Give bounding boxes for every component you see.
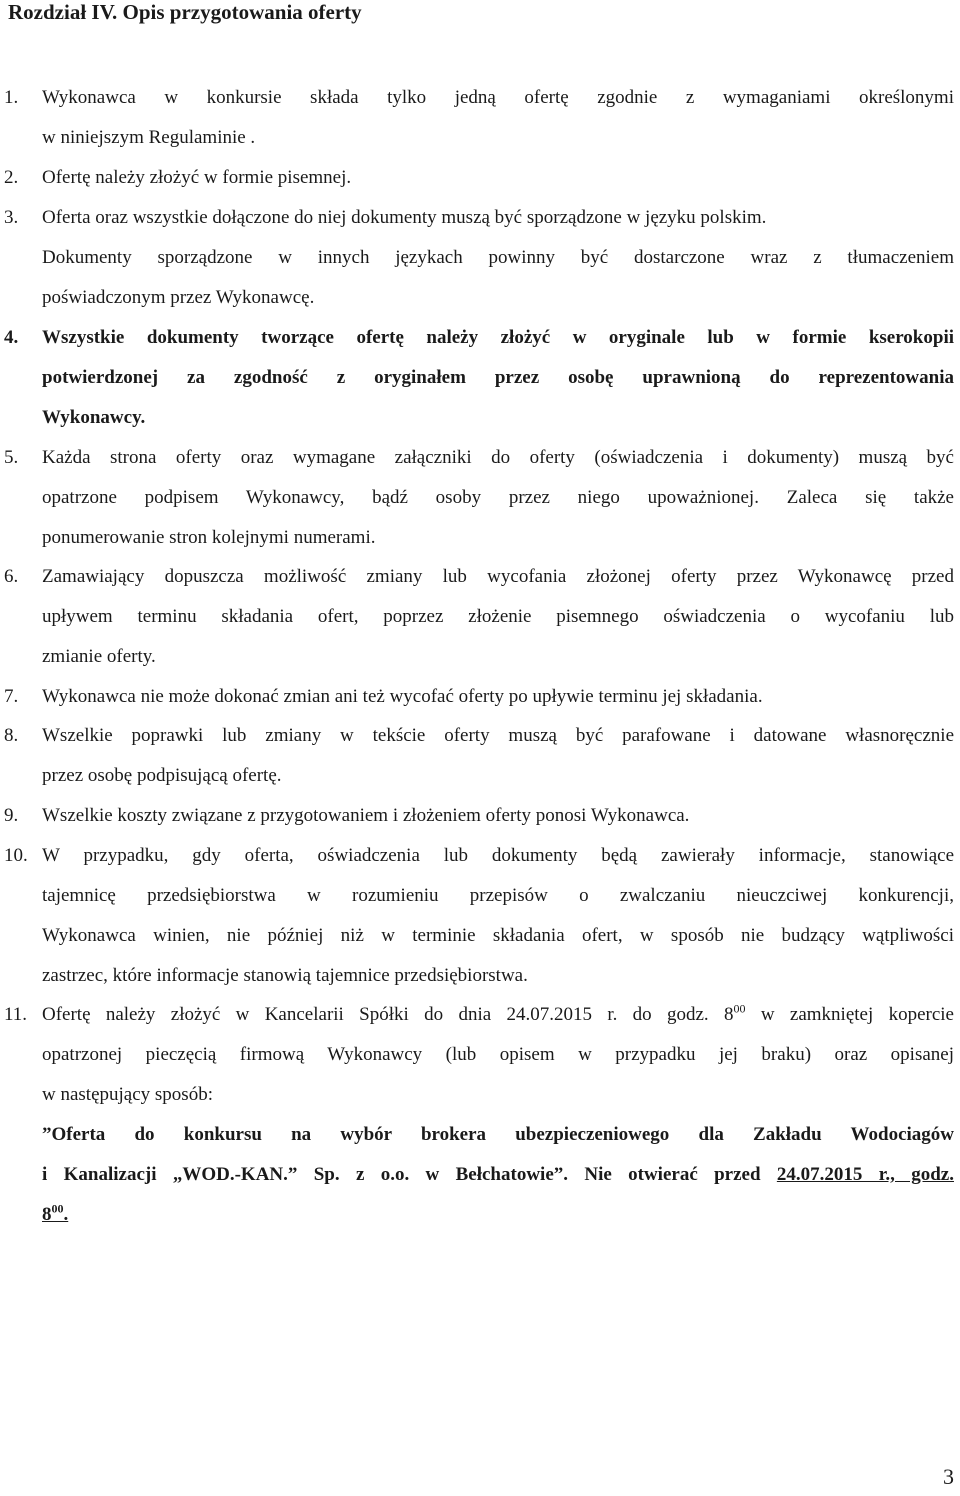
item-line: Oferta oraz wszystkie dołączone do niej dokumenty muszą być sporządzone w języku polskim.: [42, 207, 767, 228]
item-line: Każda strona oferty oraz wymagane załączniki do oferty (oświadczenia i dokumenty) muszą być: [42, 447, 954, 468]
deadline-date: 24.07.2015 r., godz.: [776, 1164, 954, 1185]
item-line: [42, 995, 954, 1035]
item-line: [42, 1195, 954, 1235]
item-line: Dokumenty sporządzone w innych językach powinny być dostarczone wraz z tłumaczeniem: [42, 247, 954, 268]
item-line: ponumerowanie stron kolejnymi numerami.: [42, 527, 376, 548]
item-line: w niniejszym Regulaminie .: [42, 127, 256, 148]
item-line: opatrzonej pieczęcią firmową Wykonawcy (lub opisem w przypadku jej braku) oraz opisanej: [42, 1044, 954, 1065]
item-line: opatrzone podpisem Wykonawcy, bądź osoby przez niego upoważnionej. Zaleca się także: [42, 487, 954, 508]
item-number: 7.: [4, 686, 19, 707]
item-line: tajemnicę przedsiębiorstwa w rozumieniu przepisów o zwalczaniu nieuczciwej konkurencji,: [42, 885, 954, 906]
item-number: 4.: [4, 327, 19, 348]
item-line: Wykonawca winien, nie później niż w terminie składania ofert, w sposób nie budzący wątpliwości: [42, 925, 954, 946]
item-line: poświadczonym przez Wykonawcę.: [42, 287, 315, 308]
item-line-text: Ofertę należy złożyć w Kancelarii Spółki do dnia 24.07.2015 r. do godz. 8: [42, 1004, 734, 1025]
item-number: 5.: [4, 447, 19, 468]
item-number: 8.: [4, 725, 19, 746]
item-line: przez osobę podpisującą ofertę.: [42, 765, 282, 786]
hour-text: 8: [42, 1204, 52, 1225]
item-number: 11.: [4, 1004, 28, 1025]
hour-superscript: 00: [51, 1201, 64, 1216]
hour-end: .: [63, 1204, 69, 1225]
section-heading: Rozdział IV. Opis przygotowania oferty: [8, 0, 362, 24]
deadline-hour: [42, 1201, 69, 1225]
item-line: zastrzec, które informacje stanowią tajemnice przedsiębiorstwa.: [42, 965, 528, 986]
item-line-text: i Kanalizacji „WOD.-KAN.” Sp. z o.o. w Bełchatowie”. Nie otwierać przed: [42, 1164, 777, 1185]
item-line-text: w zamkniętej kopercie: [745, 1004, 954, 1025]
item-line: w następujący sposób:: [42, 1084, 213, 1105]
item-line: Wykonawcy.: [42, 407, 146, 428]
item-line: Zamawiający dopuszcza możliwość zmiany lub wycofania złożonej oferty przez Wykonawcę przed: [42, 566, 954, 587]
item-number: 10.: [4, 845, 28, 866]
item-line: ”Oferta do konkursu na wybór brokera ubezpieczeniowego dla Zakładu Wodociagów: [42, 1124, 954, 1145]
item-line: Wszystkie dokumenty tworzące ofertę należy złożyć w oryginale lub w formie kserokopii: [42, 327, 954, 348]
item-line: Wykonawca w konkursie składa tylko jedną ofertę zgodnie z wymaganiami określonymi: [42, 87, 954, 108]
hour-superscript: 00: [733, 1001, 746, 1016]
item-line: potwierdzonej za zgodność z oryginałem przez osobę uprawnioną do reprezentowania: [42, 367, 954, 388]
item-number: 2.: [4, 167, 19, 188]
item-number: 9.: [4, 805, 19, 826]
item-number: 6.: [4, 566, 19, 587]
item-line: Wszelkie koszty związane z przygotowaniem i złożeniem oferty ponosi Wykonawca.: [42, 805, 690, 826]
item-line: upływem terminu składania ofert, poprzez złożenie pisemnego oświadczenia o wycofaniu lub: [42, 606, 954, 627]
item-line: Wykonawca nie może dokonać zmian ani też wycofać oferty po upływie terminu jej składania.: [42, 686, 763, 707]
item-number: 3.: [4, 207, 19, 228]
item-line: [42, 1155, 954, 1195]
item-line: Wszelkie poprawki lub zmiany w tekście oferty muszą być parafowane i datowane własnoręcznie: [42, 725, 954, 746]
item-number: 1.: [4, 87, 19, 108]
item-line: W przypadku, gdy oferta, oświadczenia lub dokumenty będą zawierały informacje, stanowiące: [42, 845, 954, 866]
item-line: Ofertę należy złożyć w formie pisemnej.: [42, 167, 352, 188]
page-number: 3: [943, 1464, 954, 1489]
item-line: zmianie oferty.: [42, 646, 156, 667]
